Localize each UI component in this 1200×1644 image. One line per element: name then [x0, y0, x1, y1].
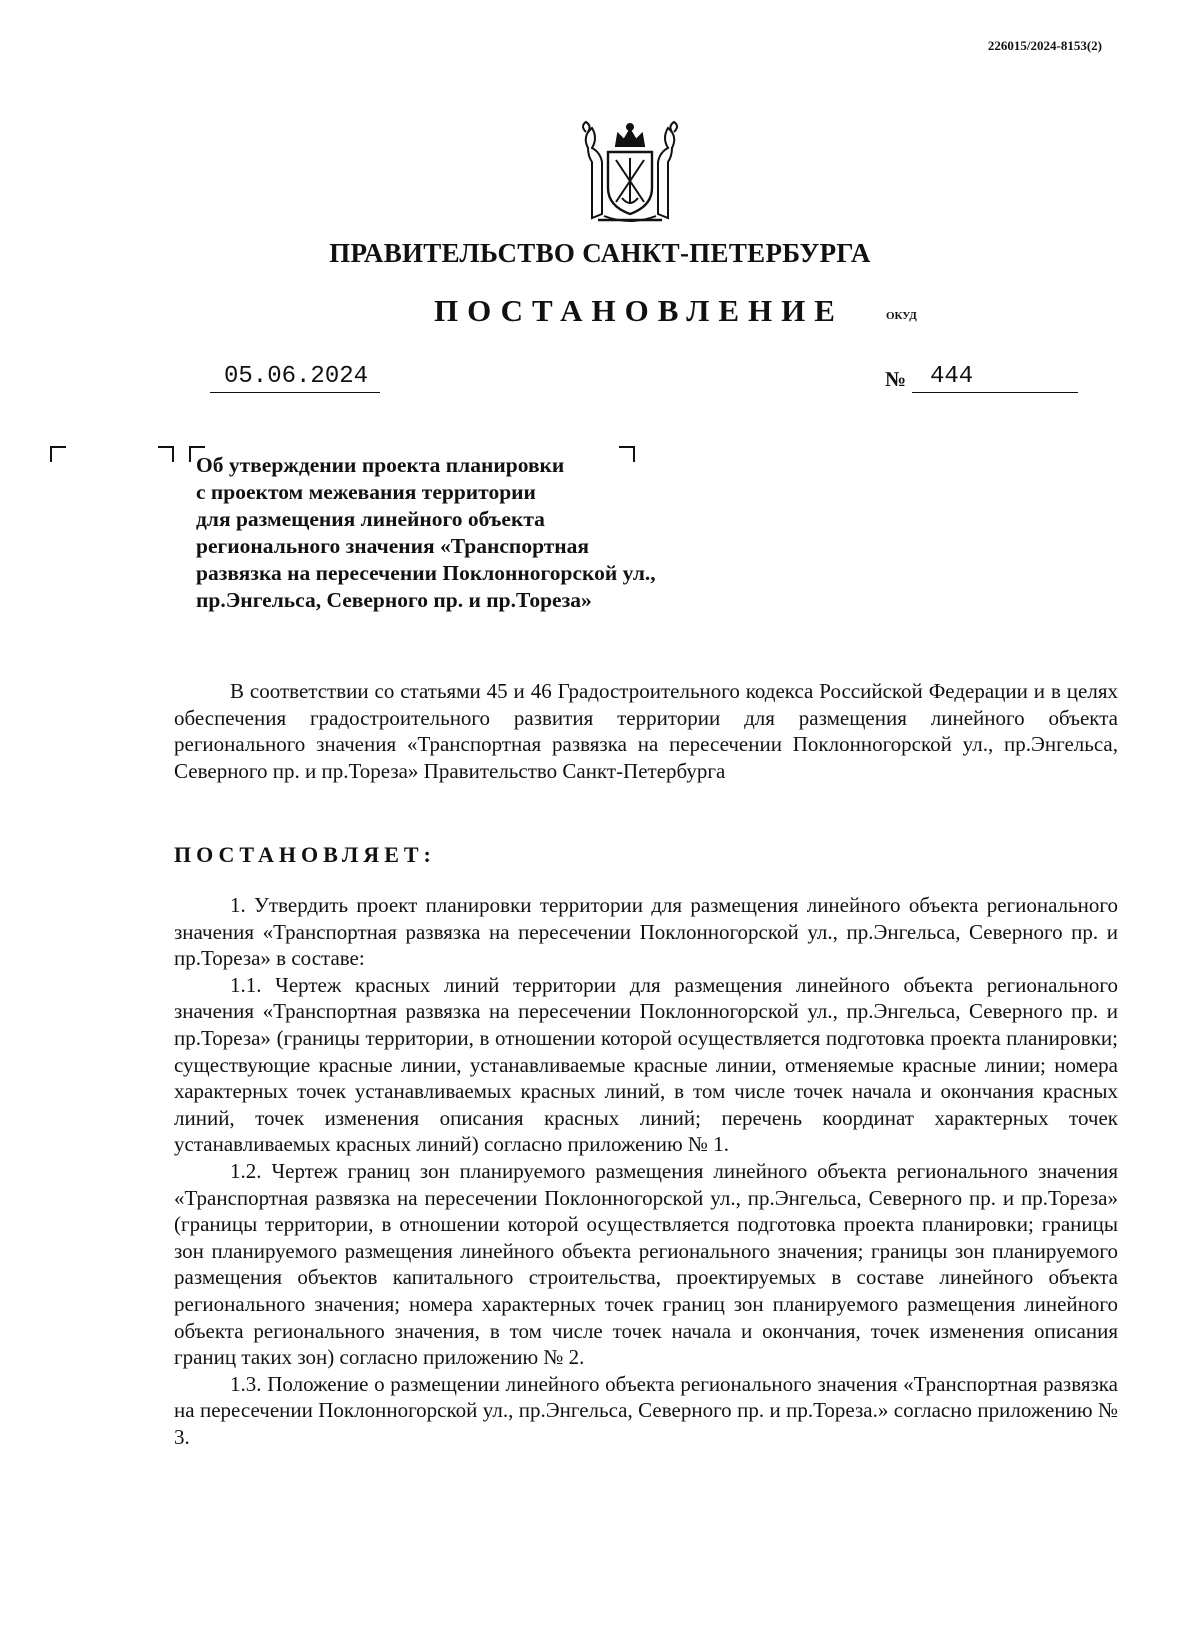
subject-line: для размещения линейного объекта	[196, 507, 545, 531]
document-date: 05.06.2024	[210, 362, 380, 393]
resolution-item: 1. Утвердить проект планировки территории для размещения линейного объекта регионального значения «Транспортная развязка на пересечении Поклонногорской ул., пр.Энгельса, Северного пр. и пр.Тореза» в составе:	[174, 893, 1118, 971]
resolution-item: 1.1. Чертеж красных линий территории для размещения линейного объекта регионального значения «Транспортная развязка на пересечении Поклонногорской ул., пр.Энгельса, Северного пр. и пр.Тореза» (границы территории, в отношении которой осуществляется подготовка проекта планировки; существующие красные линии, устанавливаемые красные линии, отменяемые красные линии; номера характерных точек устанавливаемых красных линий, в том числе точек начала и окончания красных линий, точек изменения описания красных линий; перечень координат характерных точек устанавливаемых красных линий) согласно приложению № 1.	[174, 972, 1118, 1157]
subject-line: регионального значения «Транспортная	[196, 534, 590, 558]
corner-mark	[50, 446, 66, 462]
number-sign: №	[885, 367, 907, 391]
document-subject	[196, 452, 756, 614]
okud-label: ОКУД	[886, 310, 917, 322]
preamble-paragraph: В соответствии со статьями 45 и 46 Градостроительного кодекса Российской Федерации и в целях обеспечения градостроительного развития территории для размещения линейного объекта регионального значения «Транспортная развязка на пересечении Поклонногорской ул., пр.Энгельса, Северного пр. и пр.Тореза» Правительство Санкт-Петербурга	[174, 679, 1118, 783]
subject-line: с проектом межевания территории	[196, 480, 536, 504]
document-type: ПОСТАНОВЛЕНИЕ	[434, 293, 844, 328]
resolution-item: 1.2. Чертеж границ зон планируемого размещения линейного объекта регионального значения «Транспортная развязка на пересечении Поклонногорской ул., пр.Энгельса, Северного пр. и пр.Тореза» (границы территории, в отношении которой осуществляется подготовка проекта планировки; границы зон планируемого размещения линейного объекта регионального значения; границы зон планируемого размещения объектов капитального строительства, проектируемых в составе линейного объекта регионального значения; номера характерных точек границ зон планируемого размещения линейного объекта регионального значения, в том числе точек начала и окончания, точек изменения описания границ таких зон) согласно приложению № 2.	[174, 1158, 1118, 1370]
subject-line: развязка на пересечении Поклонногорской ул.,	[196, 561, 656, 585]
preamble	[174, 678, 1118, 784]
corner-mark	[158, 446, 174, 462]
saint-petersburg-coat-of-arms-icon	[578, 118, 682, 228]
resolution-items	[174, 892, 1118, 1450]
document-id: 226015/2024-8153(2)	[987, 38, 1102, 53]
resolves-heading: ПОСТАНОВЛЯЕТ:	[174, 842, 436, 867]
subject-line: пр.Энгельса, Северного пр. и пр.Тореза»	[196, 588, 592, 612]
government-title: ПРАВИТЕЛЬСТВО САНКТ-ПЕТЕРБУРГА	[329, 238, 871, 268]
document-number: 444	[912, 362, 1078, 393]
resolution-item: 1.3. Положение о размещении линейного объекта регионального значения «Транспортная развязка на пересечении Поклонногорской ул., пр.Энгельса, Северного пр. и пр.Тореза.» согласно приложению № 3.	[174, 1371, 1118, 1449]
subject-line: Об утверждении проекта планировки	[196, 453, 565, 477]
